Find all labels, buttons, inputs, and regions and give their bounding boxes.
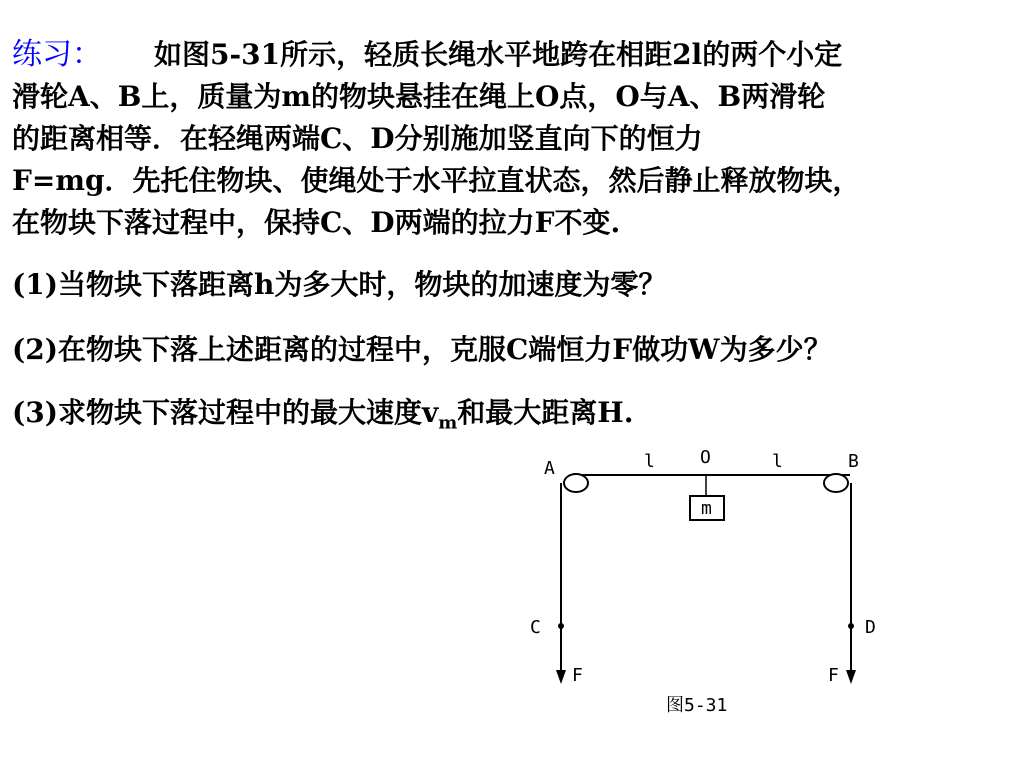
label-o: O	[700, 447, 711, 468]
problem-line-4: F=mg．先托住物块、使绳处于水平拉直状态，然后静止释放物块，	[12, 164, 861, 197]
label-l-right: l	[772, 451, 783, 472]
label-m: m	[701, 498, 712, 519]
question-3-suffix: 和最大距离H.	[457, 396, 634, 429]
problem-line-5: 在物块下落过程中，保持C、D两端的拉力F不变.	[12, 206, 621, 239]
problem-text-1: 如图5-31所示，轻质长绳水平地跨在相距2l的两个小定	[154, 38, 843, 71]
label-a: A	[544, 458, 555, 479]
question-2: (2)在物块下落上述距离的过程中，克服C端恒力F做功W为多少？	[12, 333, 832, 366]
question-3	[12, 391, 634, 434]
point-c-dot	[558, 623, 564, 629]
label-l-left: l	[644, 451, 655, 472]
label-f-left: F	[572, 665, 583, 686]
exercise-label: 练习：	[12, 37, 102, 72]
pulley-b	[824, 474, 848, 492]
left-arrowhead	[556, 670, 566, 684]
label-b: B	[848, 451, 859, 472]
problem-statement	[12, 34, 1018, 244]
question-3-prefix: (3)求物块下落过程中的最大速度v	[12, 396, 439, 429]
right-arrowhead	[846, 670, 856, 684]
figure-caption: 图5-31	[666, 695, 728, 716]
question-3-subscript: m	[438, 412, 458, 434]
label-d: D	[865, 617, 876, 638]
label-f-right: F	[828, 665, 839, 686]
point-d-dot	[848, 623, 854, 629]
problem-line-2: 滑轮A、B上，质量为m的物块悬挂在绳上O点，O与A、B两滑轮	[12, 80, 826, 113]
pulley-a	[564, 474, 588, 492]
label-c: C	[530, 617, 541, 638]
problem-line-3: 的距离相等．在轻绳两端C、D分别施加竖直向下的恒力	[12, 122, 703, 155]
question-1: (1)当物块下落距离h为多大时，物块的加速度为零？	[12, 268, 667, 301]
pulley-diagram	[520, 440, 900, 730]
problem-line-1	[12, 34, 1018, 76]
